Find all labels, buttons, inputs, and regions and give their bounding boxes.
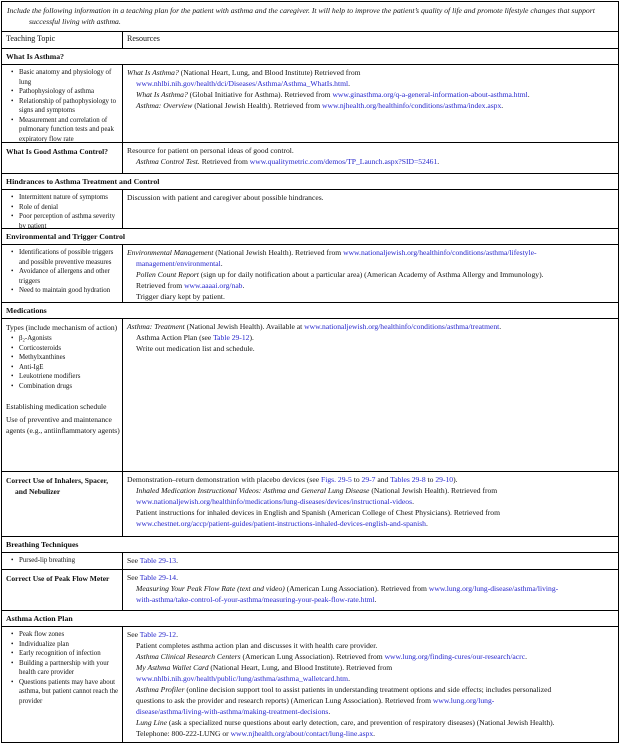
resource-title: Pollen Count Report — [136, 270, 199, 279]
resource-link[interactable]: www.njhealth.org/about/contact/lung-line.aspx — [230, 729, 374, 738]
text-segment: ). — [249, 333, 254, 342]
section-title: Hindrances to Asthma Treatment and Control — [6, 177, 160, 186]
resource-line — [127, 321, 615, 332]
bullet-item: • Identifications of possible triggers and possible preventive measures — [6, 248, 120, 267]
resource-title: Asthma: Overview — [136, 101, 193, 110]
resource-link[interactable]: www.njhealth.org/healthinfo/conditions/asthma/index.aspx — [322, 101, 502, 110]
table-row — [2, 64, 618, 142]
column-header-teaching-topic: Teaching Topic — [2, 32, 123, 48]
resource-line — [136, 89, 615, 100]
resource-line — [127, 474, 615, 485]
resource-line — [136, 594, 615, 605]
topic-title: Correct Use of Peak Flow Meter — [6, 574, 110, 583]
table-ref-link[interactable]: 29-7 — [361, 475, 376, 484]
topic-title: What Is Good Asthma Control? — [6, 147, 108, 156]
table-row — [2, 189, 618, 228]
text-segment: (sign up for daily notification about a particular area) (American Academy of Asthma Allergy and Immunology). — [198, 270, 544, 279]
text-segment: Write out medication list and schedule. — [136, 344, 255, 353]
resource-link[interactable]: management/environmental — [136, 259, 221, 268]
resource-line — [136, 280, 615, 291]
text-segment: (National Jewish Health). Available at — [184, 322, 305, 331]
text-segment: to — [351, 475, 362, 484]
text-segment: Discussion with patient and caregiver about possible hindrances. — [127, 193, 324, 202]
table-body — [2, 48, 618, 742]
bullet-item: • Pathophysiology of asthma — [6, 87, 120, 97]
resource-line — [136, 343, 615, 354]
topic-text: Use of preventive and maintenance agents (e.g., antiinflammatory agents) — [6, 415, 120, 435]
section-title: Breathing Techniques — [6, 540, 79, 549]
resource-title: Lung Line — [136, 718, 168, 727]
text-segment: to — [425, 475, 436, 484]
text-segment: (American Lung Association). Retrieved from — [284, 584, 429, 593]
section-title: Asthma Action Plan — [6, 614, 73, 623]
section-header-row — [2, 610, 618, 626]
bullet-item: • Building a partnership with your health care provider — [6, 659, 120, 678]
resource-line — [127, 572, 615, 583]
section-header-row — [2, 173, 618, 189]
text-segment: Retrieved from — [136, 281, 185, 290]
section-header-row — [2, 48, 618, 64]
topic-text: Establishing medication schedule — [6, 402, 107, 411]
table-row — [2, 318, 618, 471]
bullet-item: • β₂-Agonists — [6, 334, 120, 344]
text-segment: . — [176, 556, 179, 565]
resource-link[interactable]: www.ginasthma.org/q-a-general-information-about-asthma.html — [332, 90, 528, 99]
resource-line — [136, 507, 615, 518]
resource-line — [136, 258, 615, 269]
resource-line — [136, 651, 615, 662]
resource-link[interactable]: disease/asthma/living-with-asthma/making-treatment-decisions — [136, 707, 329, 716]
text-segment: Patient instructions for inhaled devices in English and Spanish (American College of Chest Physicians). Retrieved from — [136, 508, 501, 517]
resource-line — [136, 673, 615, 684]
section-header-row — [2, 302, 618, 318]
table-intro: Include the following information in a teaching plan for the patient with asthma and the caregiver. It will help to improve the patient’s quality of life and promote lifestyle changes that support successful living with asthma. — [7, 6, 595, 26]
resource-line — [127, 247, 615, 258]
resource-link[interactable]: www.lung.org/lung- — [432, 696, 495, 705]
table-ref-link[interactable]: Figs. 29-5 — [321, 475, 352, 484]
bullet-item: • Measurement and correlation of pulmonary function tests and peak expiratory flow rate — [6, 116, 120, 143]
resource-link[interactable]: www.lung.org/lung-disease/asthma/living- — [428, 584, 559, 593]
text-segment: (National Heart, Lung, and Blood Institute) Retrieved from — [178, 68, 361, 77]
text-segment: (National Jewish Health). Retrieved from — [213, 248, 344, 257]
topic-cell — [2, 143, 123, 173]
text-segment: . — [501, 101, 504, 110]
column-header-row — [2, 31, 618, 48]
resource-title: Asthma Clinical Research Centers — [136, 652, 241, 661]
resource-link[interactable]: www.lung.org/finding-cures/our-research/acrc — [384, 652, 526, 661]
table-row — [2, 569, 618, 610]
topic-cell — [2, 190, 123, 228]
text-segment: See — [127, 573, 140, 582]
resource-line — [136, 496, 615, 507]
resource-title: What Is Asthma? — [136, 90, 188, 99]
topic-cell — [2, 627, 123, 742]
text-segment: . — [437, 157, 440, 166]
resource-line — [136, 78, 615, 89]
resource-line — [136, 100, 615, 111]
text-segment: . — [348, 674, 350, 683]
text-segment: . — [412, 497, 414, 506]
resource-title: What Is Asthma? — [127, 68, 179, 77]
resource-line — [127, 192, 615, 203]
column-header-resources: Resources — [127, 34, 160, 43]
text-segment: . — [525, 652, 527, 661]
bullet-item: • Early recognition of infection — [6, 649, 120, 659]
section-title: Environmental and Trigger Control — [6, 232, 126, 241]
text-segment: Retrieved from — [199, 157, 250, 166]
resource-line — [136, 269, 615, 280]
text-segment: (National Jewish Health). Retrieved from — [369, 486, 498, 495]
text-segment: Trigger diary kept by patient. — [136, 292, 225, 301]
resource-line — [136, 695, 615, 706]
bullet-item: • Intermittent nature of symptoms — [6, 193, 120, 203]
resource-line — [127, 629, 615, 640]
text-segment: . — [373, 729, 376, 738]
resource-line — [136, 332, 615, 343]
resource-line — [136, 640, 615, 651]
bullet-item: • Pursed-lip breathing — [6, 556, 120, 566]
table-row — [2, 142, 618, 173]
bullet-item: • Poor perception of asthma severity by patient — [6, 212, 120, 228]
resource-link[interactable]: with-asthma/take-control-of-your-asthma/measuring-your-peak-flow-rate.html — [136, 595, 375, 604]
text-segment: . — [374, 595, 377, 604]
teaching-plan-table — [1, 1, 619, 743]
text-segment: ). — [453, 475, 458, 484]
text-segment: . — [220, 259, 223, 268]
resource-line — [136, 485, 615, 496]
bullet-item: • Basic anatomy and physiology of lung — [6, 68, 120, 87]
bullet-item: • Anti-IgE — [6, 363, 120, 373]
topic-cell — [2, 245, 123, 302]
text-segment: . — [242, 281, 245, 290]
topic-cell — [2, 553, 123, 569]
table-ref-link[interactable]: 29-10 — [435, 475, 454, 484]
resource-line — [136, 717, 615, 728]
section-header-row — [2, 228, 618, 244]
table-ref-link[interactable]: Table 29-13 — [139, 556, 177, 565]
resource-line — [136, 583, 615, 594]
resource-line — [127, 145, 615, 156]
text-segment: See — [127, 556, 140, 565]
resource-link[interactable]: www.chestnet.org/accp/patient-guides/patient-instructions-inhaled-devices-english-and-spanish — [136, 519, 426, 528]
resource-title: Asthma: Treatment — [127, 322, 185, 331]
bullet-item: • Individualize plan — [6, 640, 120, 650]
text-segment: . — [328, 707, 331, 716]
text-segment: (ask a specialized nurse questions about early detection, care, and prevention of respiratory diseases) (National Jewish Health). — [167, 718, 555, 727]
resources-cell — [123, 190, 618, 228]
table-row — [2, 626, 618, 742]
topic-cell — [2, 570, 123, 610]
bullet-item: • Relationship of pathophysiology to signs and symptoms — [6, 97, 120, 116]
resource-title: Asthma Profiler — [136, 685, 185, 694]
section-title: What Is Asthma? — [6, 52, 65, 61]
table-ref-link[interactable]: Table 29-12 — [139, 630, 177, 639]
resource-title: Measuring Your Peak Flow Rate (text and video) — [136, 584, 285, 593]
topic-title: Correct Use of Inhalers, Spacer, and Nebulizer — [6, 476, 109, 496]
text-segment: Demonstration–return demonstration with placebo devices (see — [127, 475, 322, 484]
table-ref-link[interactable]: Table 29-12 — [213, 333, 250, 342]
resources-cell — [123, 472, 618, 536]
section-title: Medications — [6, 306, 47, 315]
text-segment: . — [176, 630, 179, 639]
resource-line — [136, 291, 615, 302]
resources-cell — [123, 65, 618, 142]
text-segment: (National Heart, Lung, and Blood Institute). Retrieved from — [208, 663, 393, 672]
resource-link[interactable]: www.aaaai.org/nab — [184, 281, 243, 290]
resources-cell — [123, 319, 618, 471]
resource-line — [136, 156, 615, 167]
bullet-item: • Corticosteroids — [6, 344, 120, 354]
resource-title: Inhaled Medication Instructional Videos: Asthma and General Lung Disease — [136, 486, 370, 495]
text-segment: . — [176, 573, 179, 582]
text-segment: Asthma Action Plan (see — [136, 333, 214, 342]
table-row — [2, 552, 618, 569]
bullet-item: • Need to maintain good hydration — [6, 286, 120, 296]
topic-title: Types (include mechanism of action) — [6, 323, 118, 332]
section-header-row — [2, 536, 618, 552]
resources-cell — [123, 245, 618, 302]
resource-line — [136, 728, 615, 739]
text-segment: Telephone: 800-222-LUNG or — [136, 729, 231, 738]
resource-link[interactable]: www.nhlbi.nih.gov/health/dci/Diseases/Asthma/Asthma_WhatIs.html — [136, 79, 349, 88]
resource-line — [136, 662, 615, 673]
topic-cell — [2, 319, 123, 471]
bullet-item: • Leukotriene modifiers — [6, 372, 120, 382]
resource-line — [127, 67, 615, 78]
resource-link[interactable]: www.qualitymetric.com/demos/TP_Launch.aspx?SID=52461 — [249, 157, 438, 166]
table-ref-link[interactable]: Tables 29-8 — [390, 475, 426, 484]
resources-cell — [123, 143, 618, 173]
text-segment: (online decision support tool to assist patients in understanding treatment options and side effects; includes personalized — [184, 685, 552, 694]
resource-link[interactable]: www.nhlbi.nih.gov/health/public/lung/asthma/asthma_walletcard.htm — [136, 674, 349, 683]
spacer — [6, 391, 120, 401]
text-segment: (National Jewish Health). Retrieved from — [192, 101, 322, 110]
table-row — [2, 244, 618, 302]
bullet-item: • Methylxanthines — [6, 353, 120, 363]
bullet-item: • Peak flow zones — [6, 630, 120, 640]
resource-link[interactable]: www.nationaljewish.org/healthinfo/conditions/asthma/lifestyle- — [343, 248, 537, 257]
text-segment: . — [527, 90, 530, 99]
topic-cell — [2, 472, 123, 536]
text-segment: and — [375, 475, 391, 484]
text-segment: questions to ask the provider and research reports) (American Lung Association). Retrieved from — [136, 696, 433, 705]
resource-line — [136, 706, 615, 717]
topic-cell — [2, 65, 123, 142]
resource-line — [136, 518, 615, 529]
table-ref-link[interactable]: Table 29-14 — [139, 573, 177, 582]
bullet-item: • Questions patients may have about asthma, but patient cannot reach the provider — [6, 678, 120, 707]
bullet-item: • Avoidance of allergens and other triggers — [6, 267, 120, 286]
text-segment: Patient completes asthma action plan and discusses it with health care provider. — [136, 641, 378, 650]
resource-title: Environmental Management — [127, 248, 214, 257]
resources-cell — [123, 570, 618, 610]
resource-title: My Asthma Wallet Card — [136, 663, 209, 672]
text-segment: Resource for patient on personal ideas of good control. — [127, 146, 294, 155]
resource-link[interactable]: www.nationaljewish.org/healthinfo/conditions/asthma/treatment — [304, 322, 500, 331]
table-row — [2, 471, 618, 536]
bullet-item: • Combination drugs — [6, 382, 120, 392]
text-segment: (Global Initiative for Asthma). Retrieved from — [187, 90, 333, 99]
resource-line — [136, 684, 615, 695]
text-segment: . — [499, 322, 502, 331]
resources-cell — [123, 627, 618, 742]
bullet-item: • Role of denial — [6, 203, 120, 213]
text-segment: See — [127, 630, 140, 639]
resource-title: Asthma Control Test. — [136, 157, 200, 166]
resource-line — [127, 555, 615, 566]
text-segment: . — [425, 519, 428, 528]
resource-link[interactable]: www.nationaljewish.org/healthinfo/medications/lung-diseases/devices/instructional-videos — [136, 497, 413, 506]
text-segment: (American Lung Association). Retrieved from — [240, 652, 385, 661]
text-segment: . — [348, 79, 351, 88]
resources-cell — [123, 553, 618, 569]
